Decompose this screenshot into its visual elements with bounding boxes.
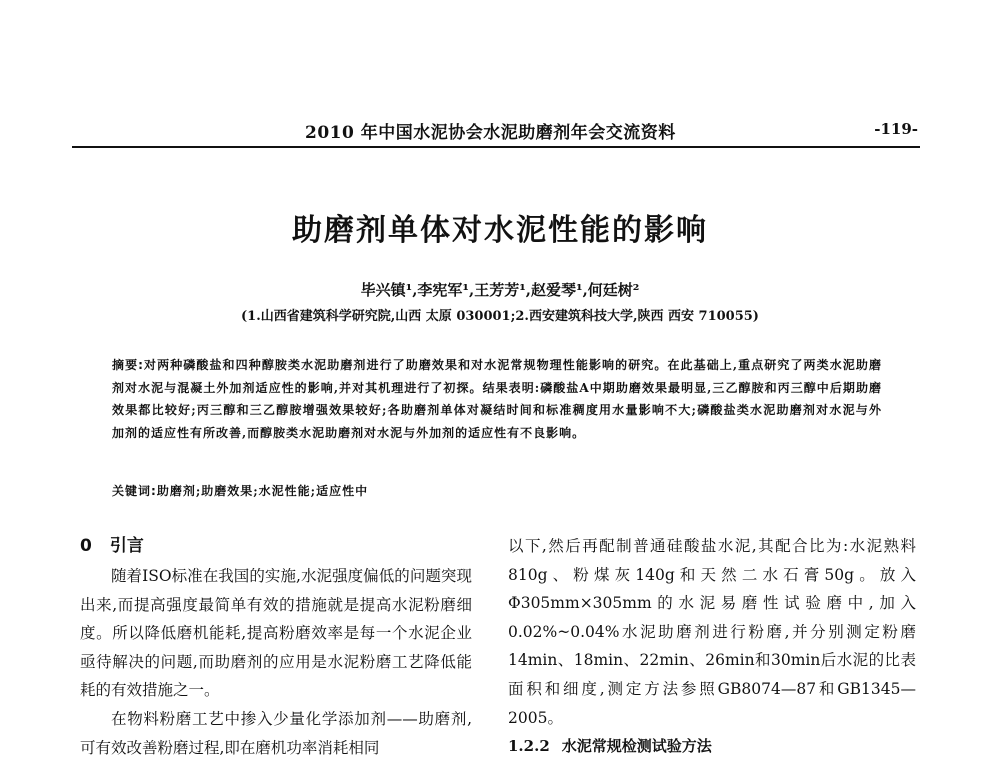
right-column [508, 532, 916, 761]
running-header-title: 2010 年中国水泥协会水泥助磨剂年会交流资料 [305, 123, 676, 143]
body-paragraph: 在物料粉磨工艺中掺入少量化学添加剂——助磨剂,可有效改善粉磨过程,即在磨机功率消耗相同 [80, 709, 472, 757]
section-heading [80, 532, 472, 562]
author-list: 毕兴镇¹,李宪军¹,王芳芳¹,赵爱琴¹,何廷树² [360, 281, 640, 299]
body-paragraph: 随着ISO标准在我国的实施,水泥强度偏低的问题突现出来,而提高强度最简单有效的措施就是提高水泥粉磨细度。所以降低磨机能耗,提高粉磨效率是每一个水泥企业亟待解决的问题,而助磨剂的应用是水泥粉磨工艺降低能耗的有效措施之一。 [80, 567, 472, 700]
header-rule [72, 146, 920, 148]
section-title: 引言 [109, 536, 144, 556]
abstract-text: 对两种磷酸盐和四种醇胺类水泥助磨剂进行了助磨效果和对水泥常规物理性能影响的研究。在此基础上,重点研究了两类水泥助磨剂对水泥与混凝土外加剂适应性的影响,并对其机理进行了初探。结果表明:磷酸盐A中期助磨效果最明显,三乙醇胺和丙三醇中后期助磨效果都比较好;丙三醇和三乙醇胺增强效果较好;各助磨剂单体对凝结时间和标准稠度用水量影响不大;磷酸盐类水泥助磨剂对水泥与外加剂的适应性有所改善,而醇胺类水泥助磨剂对水泥与外加剂的适应性有不良影响。 [112, 358, 882, 440]
article-title: 助磨剂单体对水泥性能的影响 [292, 213, 708, 248]
keywords-text: 助磨剂;助磨效果;水泥性能;适应性中 [156, 484, 369, 498]
body-paragraph: 以下,然后再配制普通硅酸盐水泥,其配合比为:水泥熟料810g、粉煤灰140g和天然二水石膏50g。放入Φ305mm×305mm的水泥易磨性试验磨中,加入0.02%~0.04%水泥助磨剂进行粉磨,并分别测定粉磨14min、18min、22min、26min和30min后水泥的比表面积和细度,测定方法参照GB8074—87和GB1345—2005。 [508, 537, 916, 727]
affiliations: (1.山西省建筑科学研究院,山西 太原 030001;2.西安建筑科技大学,陕西 西安 710055) [241, 309, 759, 324]
keywords [112, 480, 882, 502]
left-column [80, 532, 472, 762]
subsection-number: 1.2.2 [508, 737, 550, 756]
running-header [72, 118, 920, 144]
abstract [112, 354, 882, 444]
subsection-heading [508, 732, 916, 761]
section-number: 0 [80, 536, 92, 556]
abstract-label: 摘要: [112, 358, 144, 372]
keywords-label: 关键词: [112, 484, 157, 498]
page-number: -119- [874, 120, 918, 138]
subsection-title: 水泥常规检测试验方法 [561, 737, 712, 756]
